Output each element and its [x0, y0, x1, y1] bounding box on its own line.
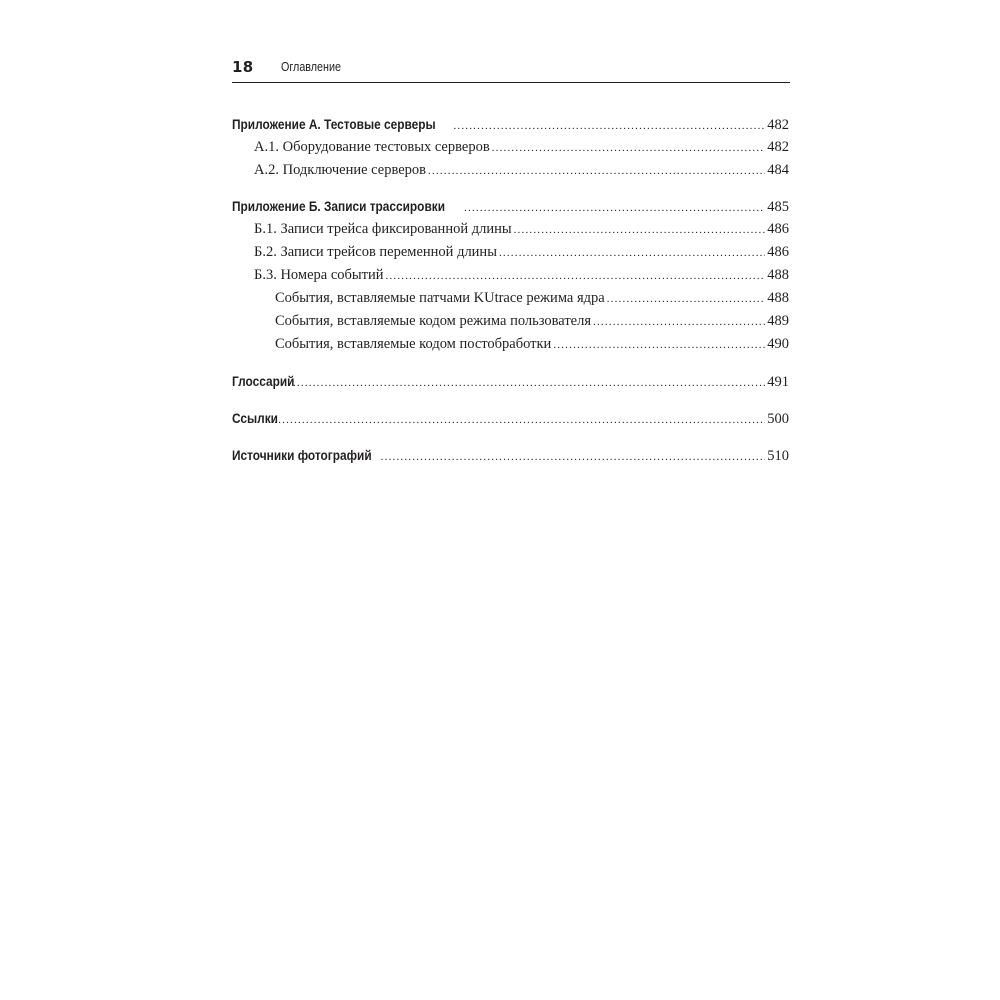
toc-entry-page: 486 — [767, 244, 789, 260]
toc-entry-page: 490 — [767, 336, 789, 352]
table-of-contents — [232, 113, 789, 467]
dot-leader — [492, 137, 766, 160]
dot-leader — [293, 372, 765, 395]
dot-leader — [514, 219, 766, 242]
toc-entry-page: 488 — [767, 267, 789, 283]
toc-entry-page: 510 — [767, 448, 789, 464]
toc-entry-page: 482 — [767, 139, 789, 155]
toc-entry — [232, 195, 789, 218]
toc-entry — [232, 407, 789, 430]
dot-leader — [381, 446, 766, 469]
dot-leader — [464, 197, 765, 220]
toc-entry — [232, 136, 789, 159]
toc-entry-page: 486 — [767, 221, 789, 237]
toc-entry — [232, 159, 789, 182]
toc-entry — [232, 241, 789, 264]
dot-leader — [453, 115, 765, 138]
page-number: 18 — [232, 58, 254, 76]
toc-entry-title: События, вставляемые кодом постобработки — [275, 336, 552, 352]
toc-entry-title: А.1. Оборудование тестовых серверов — [254, 139, 490, 155]
dot-leader — [274, 409, 765, 432]
toc-entry-page: 485 — [767, 199, 789, 215]
dot-leader — [499, 242, 765, 265]
toc-entry — [232, 113, 789, 136]
toc-entry-title: События, вставляемые патчами KUtrace режима ядра — [275, 290, 605, 306]
toc-entry-title: Б.1. Записи трейса фиксированной длины — [254, 221, 512, 237]
toc-entry-page: 488 — [767, 290, 789, 306]
toc-entry-page: 489 — [767, 313, 789, 329]
toc-entry-page: 482 — [767, 117, 789, 133]
toc-entry-title: Приложение А. Тестовые серверы — [232, 117, 436, 132]
dot-leader — [607, 288, 766, 311]
toc-entry-title: Приложение Б. Записи трассировки — [232, 199, 446, 214]
toc-entry-page: 491 — [767, 374, 789, 390]
toc-entry-title: События, вставляемые кодом режима пользователя — [275, 313, 592, 329]
toc-entry — [232, 218, 789, 241]
toc-entry — [232, 444, 789, 467]
toc-entry — [232, 333, 789, 356]
toc-entry-title: Источники фотографий — [232, 448, 372, 463]
toc-entry-title: Б.2. Записи трейсов переменной длины — [254, 244, 497, 260]
toc-entry-title: Ссылки — [232, 411, 278, 426]
dot-leader — [428, 160, 765, 183]
toc-entry-title: Глоссарий — [232, 374, 295, 389]
toc-entry-page: 484 — [767, 162, 789, 178]
dot-leader — [553, 334, 765, 357]
toc-entry — [232, 370, 789, 393]
dot-leader — [593, 311, 765, 334]
toc-entry-title: А.2. Подключение серверов — [254, 162, 426, 178]
toc-entry — [232, 287, 789, 310]
dot-leader — [385, 265, 765, 288]
running-header — [232, 56, 790, 83]
toc-entry-title: Б.3. Номера событий — [254, 267, 384, 283]
toc-entry — [232, 264, 789, 287]
toc-entry-page: 500 — [767, 411, 789, 427]
section-title: Оглавление — [281, 60, 341, 74]
toc-entry — [232, 310, 789, 333]
